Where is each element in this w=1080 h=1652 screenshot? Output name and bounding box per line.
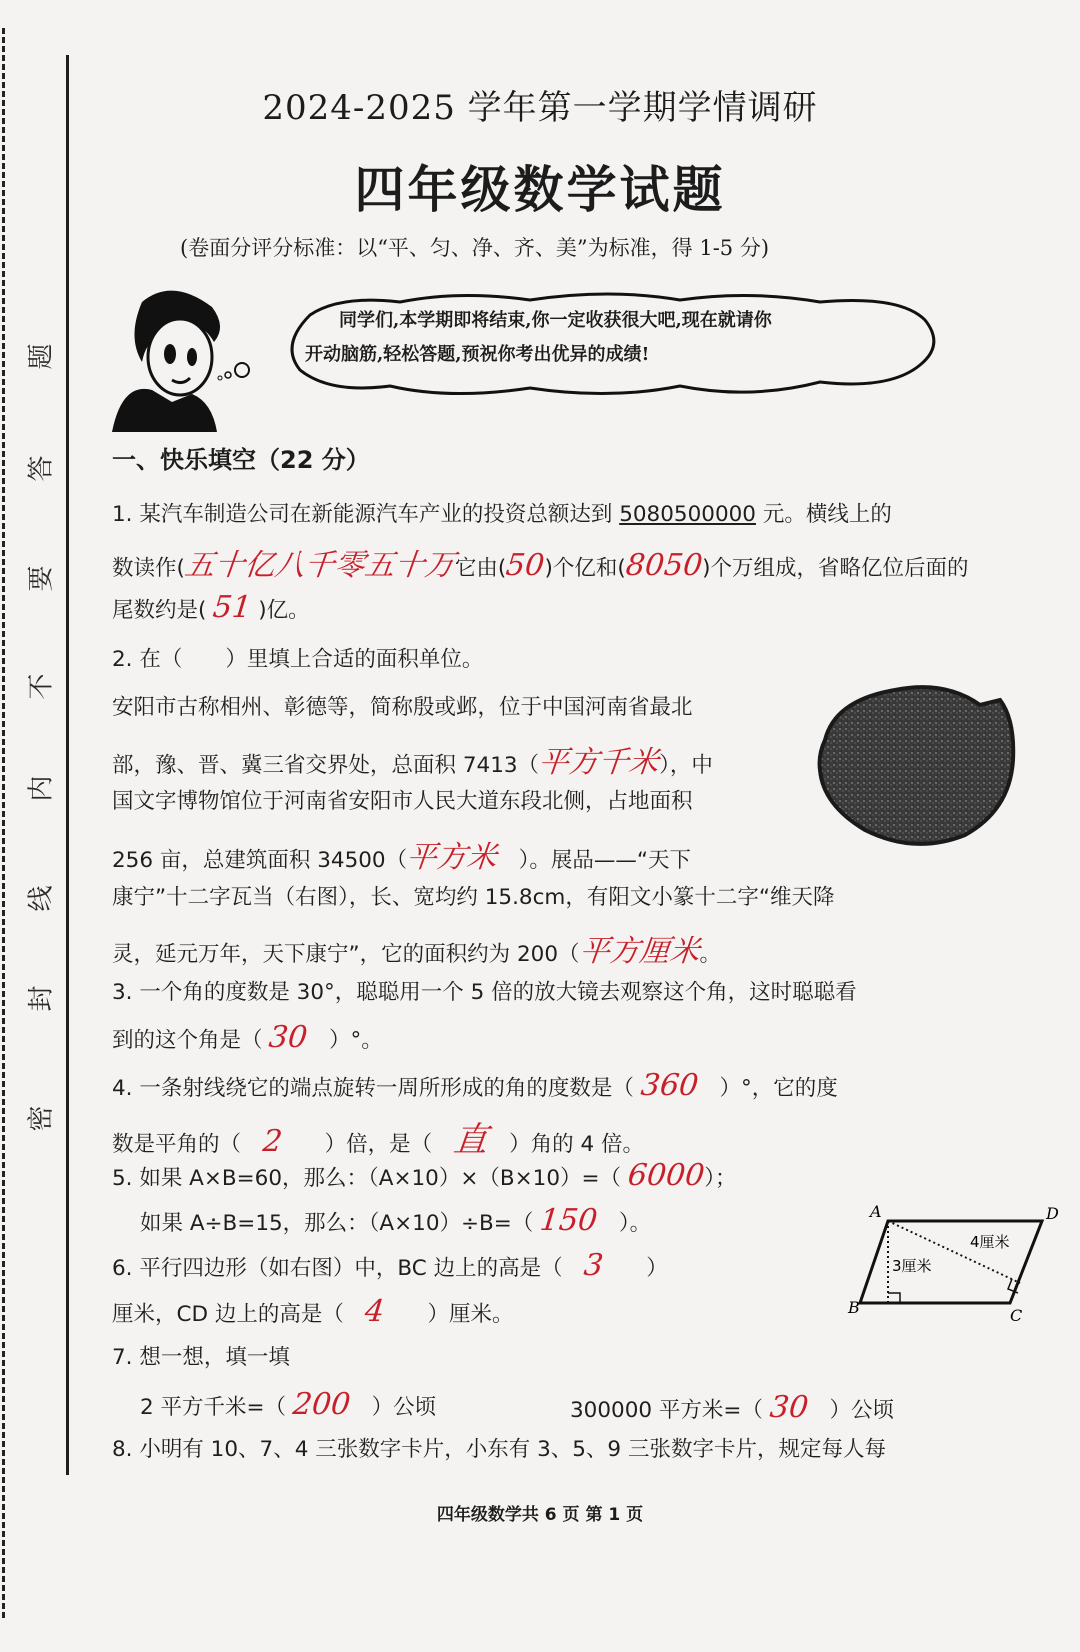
answer-quotient: 150 [538, 1203, 600, 1238]
seal-char: 密 [26, 1105, 57, 1132]
answer-wan-count: 8050 [623, 548, 704, 583]
answer-reading: 五十亿八千零五十万 [182, 548, 457, 583]
q1-line3: 尾数约是( 51 )亿。 [112, 590, 310, 625]
q1-line1: 1. 某汽车制造公司在新能源汽车产业的投资总额达到 5080500000 元。横线上的 [112, 502, 892, 527]
seal-char: 题 [26, 343, 57, 370]
q5-line1: 5. 如果 A×B=60，那么：（A×10）×（B×10）=（ 6000）； [112, 1158, 737, 1193]
q4-line1: 4. 一条射线绕它的端点旋转一周所形成的角的度数是（ 360 ）°，它的度 [112, 1068, 838, 1103]
answer-angle: 30 [267, 1020, 310, 1055]
roof-tile-image [815, 680, 1025, 850]
q1-line2: 数读作(五十亿八千零五十万它由(50)个亿和(8050)个万组成，省略亿位后面的 [112, 540, 969, 584]
q6-line2: 厘米，CD 边上的高是（ 4 ）厘米。 [112, 1294, 514, 1329]
answer-product: 6000 [626, 1158, 707, 1193]
svg-text:3厘米: 3厘米 [892, 1257, 932, 1275]
answer-yi-count: 50 [504, 548, 547, 583]
seal-char: 封 [26, 985, 57, 1012]
q2-intro: 2. 在（ ）里填上合适的面积单位。 [112, 647, 484, 672]
seal-char: 答 [26, 455, 57, 482]
subject-title: 四年级数学试题 [354, 161, 726, 219]
svg-text:B: B [848, 1298, 860, 1317]
q2-para-line3: 国文字博物馆位于河南省安阳市人民大道东段北侧，占地面积 [112, 789, 693, 814]
answer-full-angle: 360 [638, 1068, 700, 1103]
margin-rule [66, 55, 69, 1475]
scoring-note: (卷面分评分标准：以“平、匀、净、齐、美”为标准，得 1-5 分) [180, 236, 770, 260]
answer-unit-3: 平方厘米 [577, 934, 701, 969]
answer-height-bc: 3 [582, 1248, 606, 1283]
q2-para-line5: 康宁”十二字瓦当（右图），长、宽均约 15.8cm，有阳文小篆十二字“维天降 [112, 885, 835, 910]
svg-text:D: D [1046, 1204, 1059, 1223]
q7-part2: 300000 平方米=（ 30 ）公顷 [570, 1390, 894, 1425]
q6-line1: 6. 平行四边形（如右图）中，BC 边上的高是（ 3 ） [112, 1248, 668, 1283]
cut-line-dashed [2, 28, 5, 1618]
seal-char: 内 [26, 775, 57, 802]
cartoon-boy-icon [102, 282, 252, 434]
answer-unit-2: 平方米 [404, 840, 499, 875]
q7-title: 7. 想一想，填一填 [112, 1345, 290, 1370]
q2-para-line2: 部，豫、晋、冀三省交界处，总面积 7413（平方千米），中 [112, 737, 713, 781]
investment-number: 5080500000 [619, 502, 756, 527]
greeting-text [305, 304, 905, 372]
parallelogram-diagram [848, 1202, 1070, 1325]
answer-multiple: 2 [260, 1124, 284, 1159]
greeting-line-2: 开动脑筋,轻松答题,预祝你考出优异的成绩! [305, 344, 650, 365]
q4-line2: 数是平角的（ 2 ）倍，是（ 直 ）角的 4 倍。 [112, 1112, 644, 1161]
answer-rounded: 51 [211, 590, 254, 625]
answer-angle-type: 直 [451, 1120, 490, 1160]
seal-char: 要 [26, 565, 57, 592]
svg-text:A: A [870, 1202, 882, 1221]
q3-line2: 到的这个角是（ 30 ）°。 [112, 1020, 383, 1055]
page-footer: 四年级数学共 6 页 第 1 页 [436, 1505, 644, 1525]
svg-text:C: C [1010, 1306, 1023, 1325]
seal-char: 线 [26, 885, 57, 912]
q2-para-line1: 安阳市古称相州、彰德等，简称殷或邺，位于中国河南省最北 [112, 695, 693, 720]
svg-text:4厘米: 4厘米 [970, 1233, 1010, 1251]
q2-para-line6: 灵，延元万年，天下康宁”，它的面积约为 200（平方厘米。 [112, 926, 721, 970]
q8-line1: 8. 小明有 10、7、4 三张数字卡片，小东有 3、5、9 三张数字卡片，规定每人每 [112, 1437, 886, 1462]
q3-line1: 3. 一个角的度数是 30°，聪聪用一个 5 倍的放大镜去观察这个角，这时聪聪看 [112, 980, 857, 1005]
q5-line2: 如果 A÷B=15，那么：（A×10）÷B=（ 150 ）。 [140, 1203, 652, 1238]
q7-part1: 2 平方千米=（ 200 ）公顷 [140, 1387, 437, 1422]
seal-char: 不 [26, 673, 57, 700]
answer-hectares-2: 30 [767, 1390, 810, 1425]
exam-title: 2024-2025 学年第一学期学情调研 [262, 88, 818, 128]
q2-para-line4: 256 亩，总建筑面积 34500（平方米 ）。展品——“天下 [112, 832, 691, 876]
answer-hectares-1: 200 [291, 1387, 352, 1422]
answer-height-cd: 4 [363, 1294, 387, 1329]
answer-unit-1: 平方千米 [536, 745, 661, 780]
section-heading: 一、快乐填空（22 分） [112, 446, 370, 474]
greeting-line-1: 同学们,本学期即将结束,你一定收获很大吧,现在就请你 [339, 310, 772, 331]
